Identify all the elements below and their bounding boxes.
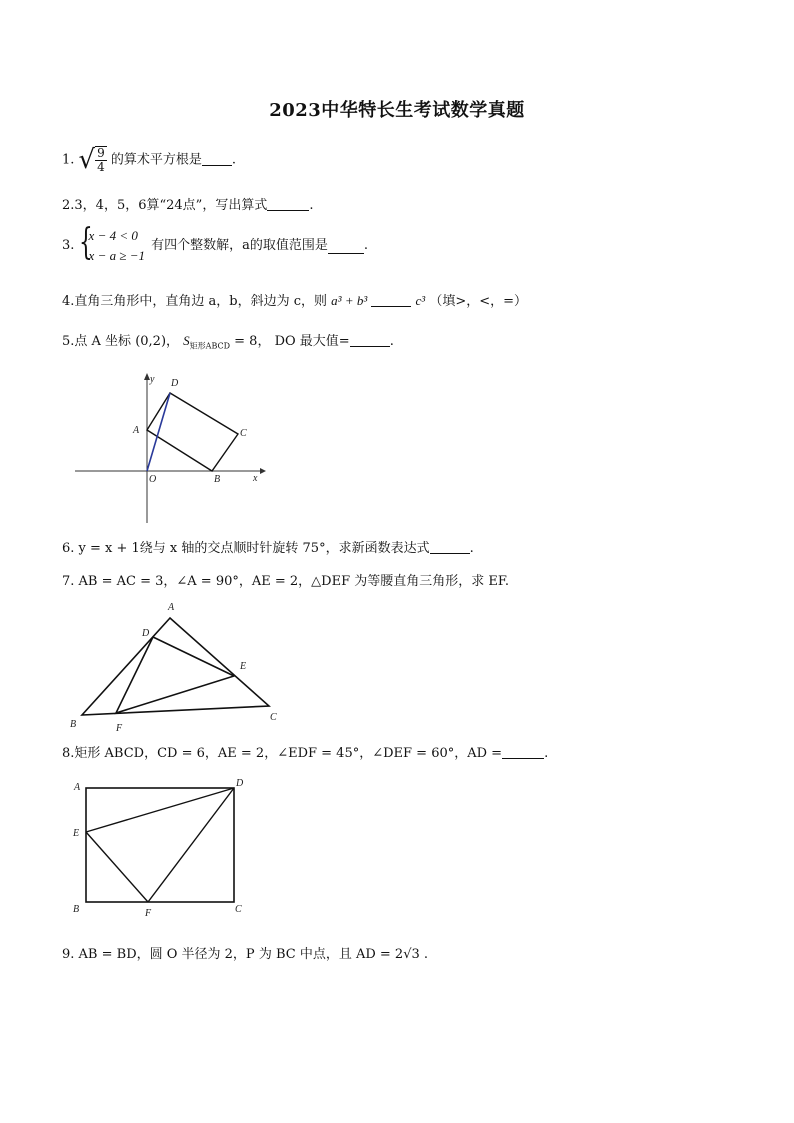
- rectangle-ABCD: [147, 393, 238, 471]
- question-4-text: 4.直角三角形中，直角边 a，b，斜边为 c，则: [62, 294, 328, 309]
- figure-7-triangle: [62, 596, 292, 736]
- label-E: E: [73, 828, 80, 839]
- area-symbol: S: [183, 333, 190, 348]
- question-5-text: 5.点 A 坐标: [62, 334, 132, 349]
- label-B: B: [214, 474, 221, 485]
- point-coordinate: (0,2): [135, 334, 167, 349]
- question-7-text: 7. AB = AC = 3，∠A = 90°，AE = 2，△DEF 为等腰直角三角形，求 EF.: [62, 574, 509, 589]
- question-1-end: .: [231, 152, 237, 168]
- question-8: [62, 744, 548, 763]
- rectangle-ABCD: [86, 788, 234, 902]
- question-5-tail: DO 最大值=: [274, 334, 350, 349]
- question-9-text: 9. AB = BD，圆 O 半径为 2，P 为 BC 中点，且 AD = 2√3 .: [62, 947, 429, 962]
- label-D: D: [142, 628, 150, 639]
- question-3-text: 有四个整数解，a的取值范围是: [151, 238, 328, 253]
- label-D: D: [236, 778, 244, 789]
- figure-8-rectangle: [68, 776, 258, 921]
- label-A: A: [168, 602, 175, 613]
- question-6: [62, 539, 474, 558]
- question-5-end: .: [389, 334, 394, 349]
- answer-blank[interactable]: [267, 196, 309, 211]
- segment-ED: [86, 788, 234, 832]
- label-O: O: [149, 474, 157, 485]
- question-4-c-cubed: c³: [415, 293, 426, 308]
- label-E: E: [240, 661, 247, 672]
- inequality-2: x − a ≥ −1: [88, 248, 145, 263]
- label-C: C: [270, 712, 277, 723]
- label-F: F: [145, 908, 152, 919]
- question-8-end: .: [544, 746, 549, 761]
- question-3-end: .: [363, 238, 369, 253]
- area-value: = 8，: [234, 334, 271, 349]
- inequality-system: [78, 222, 145, 266]
- x-axis-arrow-icon: [260, 468, 266, 474]
- page-title: 2023中华特长生考试数学真题: [269, 100, 525, 121]
- answer-blank[interactable]: [202, 151, 232, 166]
- question-4: [62, 292, 527, 311]
- label-A: A: [74, 782, 81, 793]
- answer-blank[interactable]: [350, 332, 390, 347]
- left-brace: {: [78, 222, 93, 263]
- question-1-text: 的算术平方根是: [110, 152, 202, 168]
- segment-FD: [148, 788, 234, 902]
- question-3: [62, 222, 369, 266]
- answer-blank[interactable]: [328, 239, 364, 254]
- label-D: D: [171, 378, 179, 389]
- question-7: [62, 573, 509, 591]
- question-5: 5.点 A 坐标 (0,2)， $S_{矩形ABCD} = 8$， DO 最大值= .: [62, 333, 394, 351]
- label-B: B: [70, 719, 77, 730]
- question-8-text: 8.矩形 ABCD，CD = 6，AE = 2，∠EDF = 45°，∠DEF = 60°，AD =: [62, 746, 503, 761]
- label-y: y: [150, 374, 155, 385]
- answer-blank[interactable]: [502, 744, 544, 759]
- radical-sign: √: [78, 145, 96, 175]
- label-C: C: [240, 428, 247, 439]
- square-root-expression: [79, 146, 107, 174]
- question-3-number: 3.: [62, 238, 75, 253]
- fraction: [95, 146, 107, 174]
- label-B: B: [73, 904, 80, 915]
- question-2-text: 2.3，4，5，6算“24点”，写出算式: [62, 198, 268, 213]
- fraction-denominator: 4: [97, 160, 105, 174]
- question-6-end: .: [469, 541, 474, 556]
- segment-EF: [86, 832, 148, 902]
- triangle-DEF: [116, 637, 234, 713]
- question-9: [62, 946, 428, 964]
- label-C: C: [235, 904, 242, 915]
- question-4-expression: a³ + b³: [331, 293, 368, 308]
- question-6-text: 6. y = x + 1绕与 x 轴的交点顺时针旋转 75°，求新函数表达式: [62, 541, 430, 556]
- question-2: [62, 196, 313, 215]
- figure-5-coordinate-rectangle: [70, 370, 270, 525]
- answer-blank[interactable]: [430, 539, 470, 554]
- question-4-hint: （填>，<，=）: [429, 294, 528, 309]
- question-1-number: 1.: [62, 152, 75, 168]
- question-2-end: .: [309, 198, 314, 213]
- fraction-numerator: 9: [97, 146, 105, 160]
- label-A: A: [133, 425, 140, 436]
- inequality-1: x − 4 < 0: [88, 228, 138, 243]
- question-1: [62, 146, 236, 174]
- answer-blank[interactable]: [371, 292, 411, 307]
- label-x: x: [253, 473, 258, 484]
- label-F: F: [116, 723, 123, 734]
- area-subscript: 矩形ABCD: [189, 341, 231, 351]
